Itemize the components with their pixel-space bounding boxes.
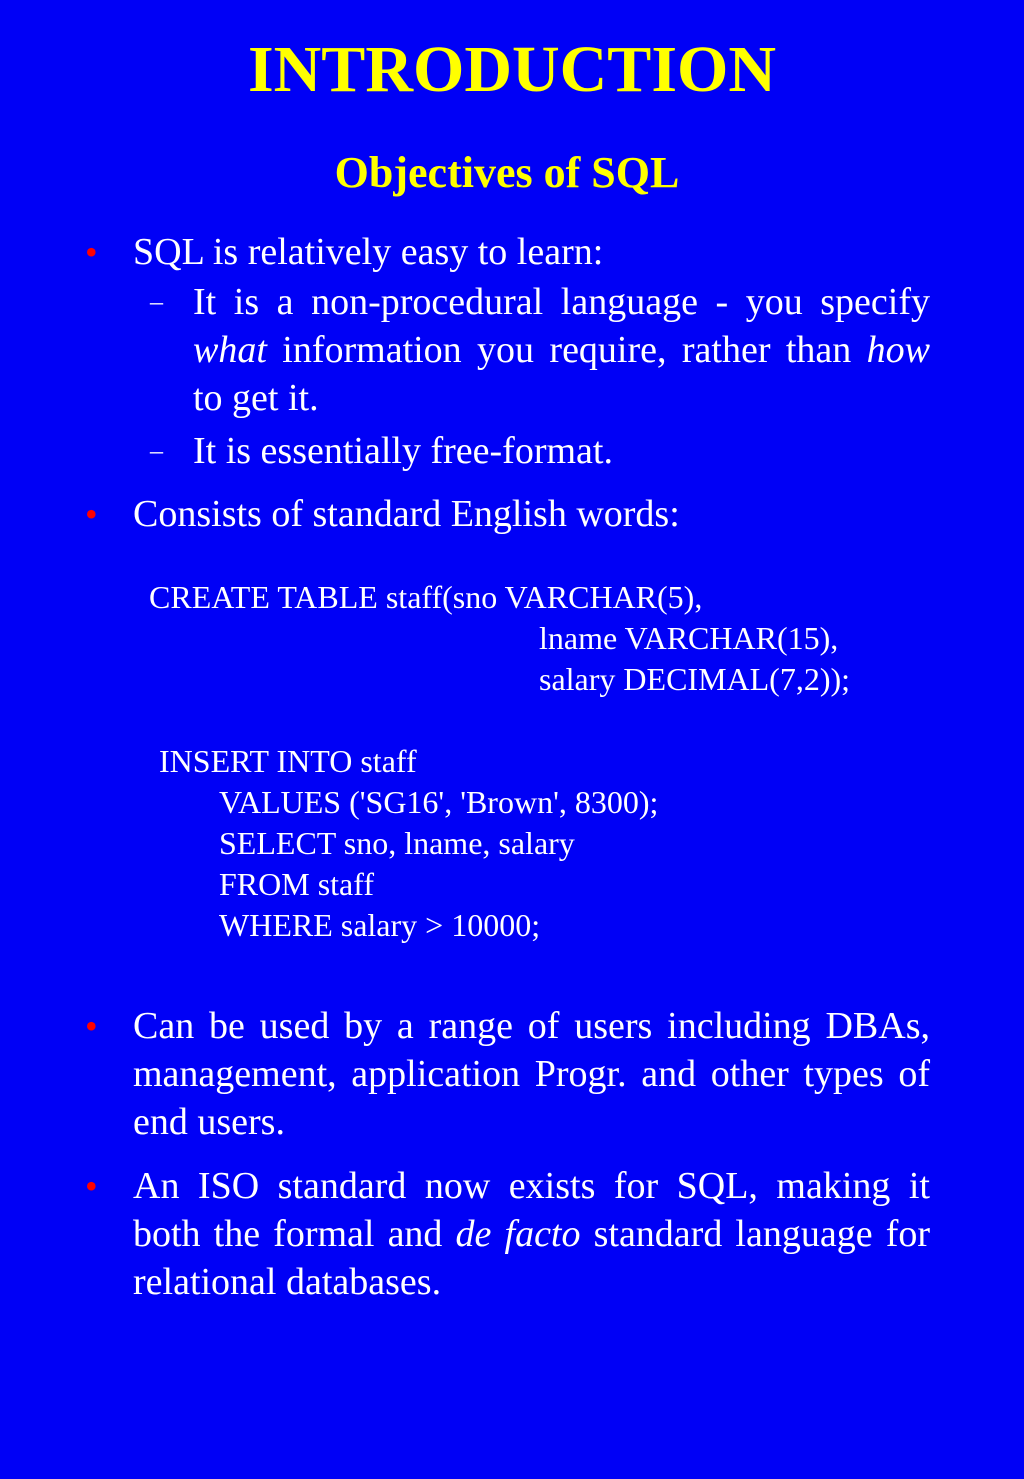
subitem-1-text <box>193 278 930 422</box>
code-line: CREATE TABLE staff(sno VARCHAR(5), <box>149 579 703 615</box>
dash-marker: – <box>150 287 163 316</box>
bullet-marker: • <box>85 494 98 534</box>
dash-marker: – <box>150 436 163 465</box>
slide-subtitle: Objectives of SQL <box>334 148 680 197</box>
slide-title: INTRODUCTION <box>247 33 777 106</box>
bullet-marker: • <box>85 232 98 272</box>
subitem-1-em-what: what <box>193 329 267 371</box>
code-line: INSERT INTO staff <box>159 743 417 779</box>
bullet-3-text: Can be used by a range of users including DBAs, management, application Progr. and other types of end users. <box>133 1005 930 1143</box>
subitem-1-part3: to get it. <box>193 377 319 419</box>
bullet-4-part2: standard language for relational databases. <box>133 1213 930 1303</box>
bullet-marker: • <box>85 1006 98 1046</box>
code-line: VALUES ('SG16', 'Brown', 8300); <box>219 784 659 820</box>
bullet-4-part1: An ISO standard now exists for SQL, making it both the formal and <box>133 1165 930 1255</box>
code-line: WHERE salary > 10000; <box>219 907 541 943</box>
subitem-1-part1: It is a non-procedural language - you specify <box>193 281 930 323</box>
code-line: SELECT sno, lname, salary <box>219 825 575 861</box>
subitem-1-part2: information you require, rather than <box>266 329 867 371</box>
code-line: FROM staff <box>219 866 374 902</box>
subitem-2-text: It is essentially free-format. <box>193 430 613 472</box>
bullet-4-text <box>133 1162 930 1306</box>
code-line: lname VARCHAR(15), <box>539 620 839 656</box>
bullet-1-text: SQL is relatively easy to learn: <box>133 231 604 273</box>
bullet-4-em-de-facto: de facto <box>455 1213 581 1255</box>
bullet-marker: • <box>85 1166 98 1206</box>
bullet-2-text: Consists of standard English words: <box>133 493 680 535</box>
code-line: salary DECIMAL(7,2)); <box>539 661 851 697</box>
subitem-1-em-how: how <box>866 329 930 371</box>
